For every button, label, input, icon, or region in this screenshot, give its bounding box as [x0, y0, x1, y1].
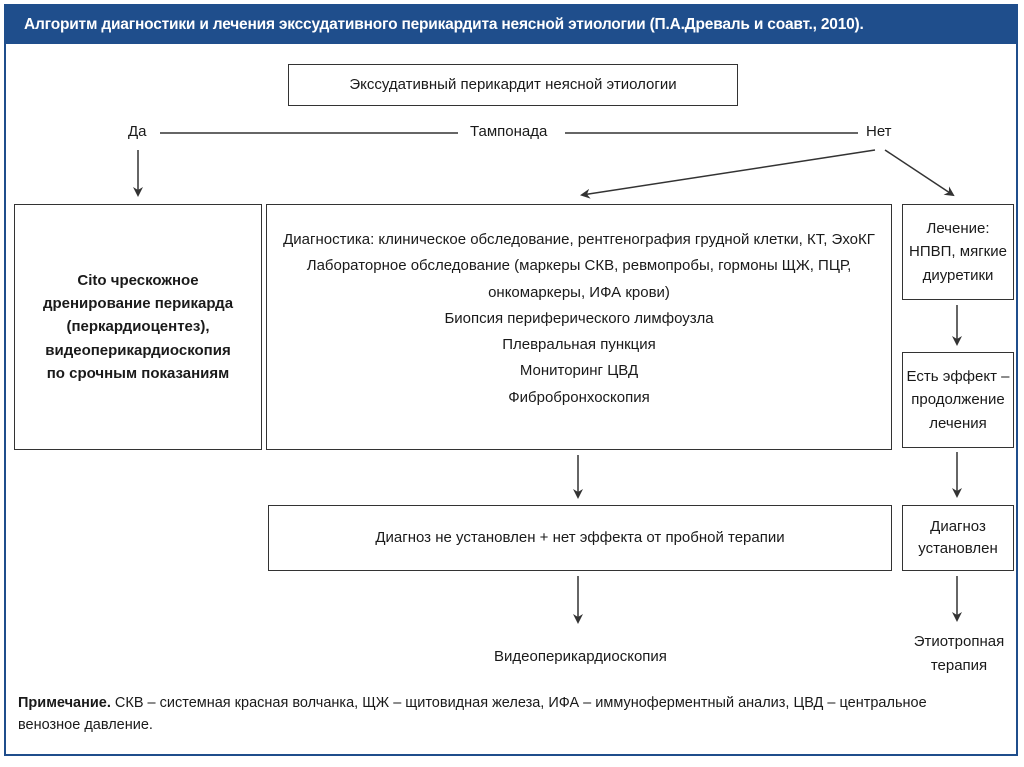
left-box-line: (перкардиоцентез),: [66, 318, 210, 336]
diagnostics-line: Биопсия периферического лимфоузла: [444, 309, 714, 327]
diagram-title: Алгоритм диагностики и лечения экссудативного перикардита неясной этиологии (П.А.Древаль и соавт., 2010).: [24, 16, 864, 33]
label-yes: Да: [128, 123, 147, 140]
effect-box: [902, 352, 1014, 448]
top-box: [288, 64, 738, 106]
diagnostics-line: онкомаркеры, ИФА крови): [488, 283, 670, 301]
top-box-label: Экссудативный перикардит неясной этиологии: [349, 76, 677, 93]
left-box-line: по срочным показаниям: [46, 364, 230, 382]
arrow-no-right: [885, 150, 953, 195]
diagnosis-established-line: Диагноз: [930, 517, 986, 535]
effect-line: Есть эффект –: [906, 368, 1010, 386]
treatment-box: [902, 204, 1014, 300]
label-tamponade: Тампонада: [470, 123, 548, 140]
note: [18, 692, 978, 737]
etiotropic-line: Этиотропная: [913, 633, 1005, 650]
diagnostics-line: Лабораторное обследование (маркеры СКВ, ревмопробы, гормоны ЩЖ, ПЦР,: [306, 257, 852, 275]
diagnostics-line: Диагностика: клиническое обследование, рентгенография грудной клетки, КТ, ЭхоКГ: [283, 231, 875, 248]
videopericardioscopy-label: Видеоперикардиоскопия: [494, 648, 667, 665]
left-box-line: дренирование перикарда: [42, 295, 234, 313]
effect-line: лечения: [929, 414, 987, 432]
etiotropic-therapy-label: [904, 630, 1014, 678]
diagnosis-established-line: установлен: [918, 540, 998, 557]
note-text: СКВ – системная красная волчанка, ЩЖ – щитовидная железа, ИФА – иммуноферментный анализ, ЦВД – центральное венозное давление.: [18, 695, 927, 734]
diagnostics-line: Плевральная пункция: [502, 336, 656, 353]
diagnostics-box: [266, 204, 892, 450]
effect-line: продолжение: [911, 391, 1005, 409]
no-diagnosis-label: Диагноз не установлен + нет эффекта от пробной терапии: [375, 529, 785, 546]
no-diagnosis-box: [268, 505, 892, 571]
diagnostics-line: Фибробронхоскопия: [508, 388, 650, 406]
treatment-line: НПВП, мягкие: [909, 243, 1007, 261]
label-no: Нет: [866, 123, 892, 140]
etiotropic-line: терапия: [930, 657, 988, 674]
left-box-line: Cito чрескожное: [77, 271, 199, 289]
note-label: Примечание.: [18, 695, 111, 711]
arrow-no-center: [582, 150, 875, 195]
diagnosis-established-box: [902, 505, 1014, 571]
left-box-line: видеоперикардиоскопия: [45, 341, 231, 359]
treatment-line: диуретики: [922, 266, 994, 284]
left-box: [14, 204, 262, 450]
diagnostics-line: Мониторинг ЦВД: [519, 362, 639, 380]
treatment-line: Лечение:: [926, 220, 990, 238]
